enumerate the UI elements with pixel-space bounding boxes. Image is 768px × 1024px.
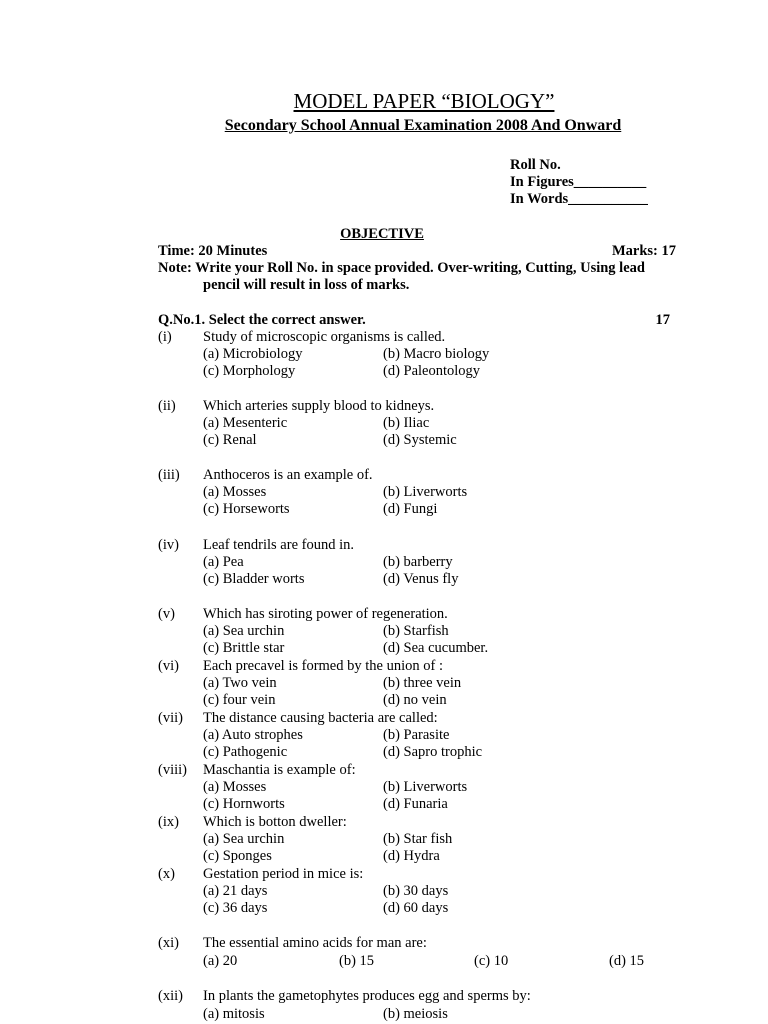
option-d: (d) 60 days	[383, 900, 449, 916]
question-marks: 17	[655, 312, 670, 328]
option-b: (b) 30 days	[383, 883, 449, 899]
question-text: Leaf tendrils are found in.	[203, 537, 354, 553]
total-marks: Marks: 17	[611, 243, 676, 259]
question-text: Which is botton dweller:	[203, 814, 347, 830]
option-a: (a) mitosis	[203, 1006, 265, 1022]
option-d: (d) Venus fly	[383, 571, 459, 587]
question-number: (vii)	[158, 710, 183, 726]
option-d: (d) Fungi	[383, 501, 438, 517]
option-b: (b) Liverworts	[383, 779, 468, 795]
option-a: (a) Sea urchin	[203, 623, 285, 639]
option-c: (c) Sponges	[203, 848, 272, 864]
option-b: (b) 15	[339, 953, 375, 969]
paper-subtitle: Secondary School Annual Examination 2008 And Onward	[224, 117, 622, 134]
option-c: (c) Morphology	[203, 363, 296, 379]
option-c: (c) Bladder worts	[203, 571, 305, 587]
question-number: (iv)	[158, 537, 179, 553]
option-a: (a) Sea urchin	[203, 831, 285, 847]
section-heading: OBJECTIVE	[340, 226, 424, 242]
time-allowed: Time: 20 Minutes	[158, 243, 268, 259]
question-number: (vi)	[158, 658, 179, 674]
question-text: In plants the gametophytes produces egg and sperms by:	[203, 988, 531, 1004]
question-heading: Q.No.1. Select the correct answer.	[158, 312, 366, 328]
question-text: Each precavel is formed by the union of :	[203, 658, 443, 674]
question-number: (ii)	[158, 398, 176, 414]
option-d: (d) no vein	[383, 692, 447, 708]
option-c: (c) Pathogenic	[203, 744, 288, 760]
option-a: (a) Auto strophes	[203, 727, 303, 743]
option-c: (c) Renal	[203, 432, 257, 448]
question-number: (xi)	[158, 935, 179, 951]
option-b: (b) barberry	[383, 554, 453, 570]
option-c: (c) Brittle star	[203, 640, 285, 656]
option-c: (c) Hornworts	[203, 796, 285, 812]
roll-in-words: In Words___________	[510, 191, 648, 207]
question-number: (viii)	[158, 762, 187, 778]
option-a: (a) Mesenteric	[203, 415, 288, 431]
option-d: (d) Systemic	[383, 432, 457, 448]
option-d: (d) Sapro trophic	[383, 744, 483, 760]
question-text: Which arteries supply blood to kidneys.	[203, 398, 435, 414]
option-b: (b) Star fish	[383, 831, 453, 847]
question-text: Study of microscopic organisms is called.	[203, 329, 446, 345]
option-d: (d) Funaria	[383, 796, 448, 812]
note-line-1: Note: Write your Roll No. in space provided. Over-writing, Cutting, Using lead	[158, 260, 645, 276]
question-text: The essential amino acids for man are:	[203, 935, 427, 951]
option-b: (b) Parasite	[383, 727, 450, 743]
question-number: (x)	[158, 866, 175, 882]
option-c: (c) Horseworts	[203, 501, 290, 517]
question-number: (ix)	[158, 814, 179, 830]
option-d: (d) Hydra	[383, 848, 440, 864]
option-b: (b) Macro biology	[383, 346, 490, 362]
option-d: (d) 15	[609, 953, 645, 969]
option-c: (c) 36 days	[203, 900, 268, 916]
option-b: (b) Liverworts	[383, 484, 468, 500]
question-number: (iii)	[158, 467, 180, 483]
option-a: (a) Mosses	[203, 779, 267, 795]
option-a: (a) Microbiology	[203, 346, 303, 362]
question-number: (i)	[158, 329, 172, 345]
roll-in-figures: In Figures__________	[510, 174, 647, 190]
option-d: (d) Paleontology	[383, 363, 481, 379]
paper-title: MODEL PAPER “BIOLOGY”	[293, 89, 555, 113]
option-a: (a) 20	[203, 953, 238, 969]
question-text: Which has siroting power of regeneration.	[203, 606, 448, 622]
option-a: (a) Pea	[203, 554, 244, 570]
question-text: Maschantia is example of:	[203, 762, 356, 778]
question-text: Anthoceros is an example of.	[203, 467, 373, 483]
option-b: (b) Starfish	[383, 623, 449, 639]
option-b: (b) meiosis	[383, 1006, 448, 1022]
question-text: Gestation period in mice is:	[203, 866, 364, 882]
option-a: (a) Mosses	[203, 484, 267, 500]
option-a: (a) 21 days	[203, 883, 268, 899]
roll-no-label: Roll No.	[510, 157, 561, 173]
question-number: (v)	[158, 606, 175, 622]
option-d: (d) Sea cucumber.	[383, 640, 489, 656]
question-text: The distance causing bacteria are called:	[203, 710, 438, 726]
option-c: (c) 10	[474, 953, 509, 969]
option-a: (a) Two vein	[203, 675, 277, 691]
option-c: (c) four vein	[203, 692, 276, 708]
option-b: (b) Iliac	[383, 415, 430, 431]
question-number: (xii)	[158, 988, 183, 1004]
note-line-2: pencil will result in loss of marks.	[203, 277, 410, 293]
option-b: (b) three vein	[383, 675, 462, 691]
